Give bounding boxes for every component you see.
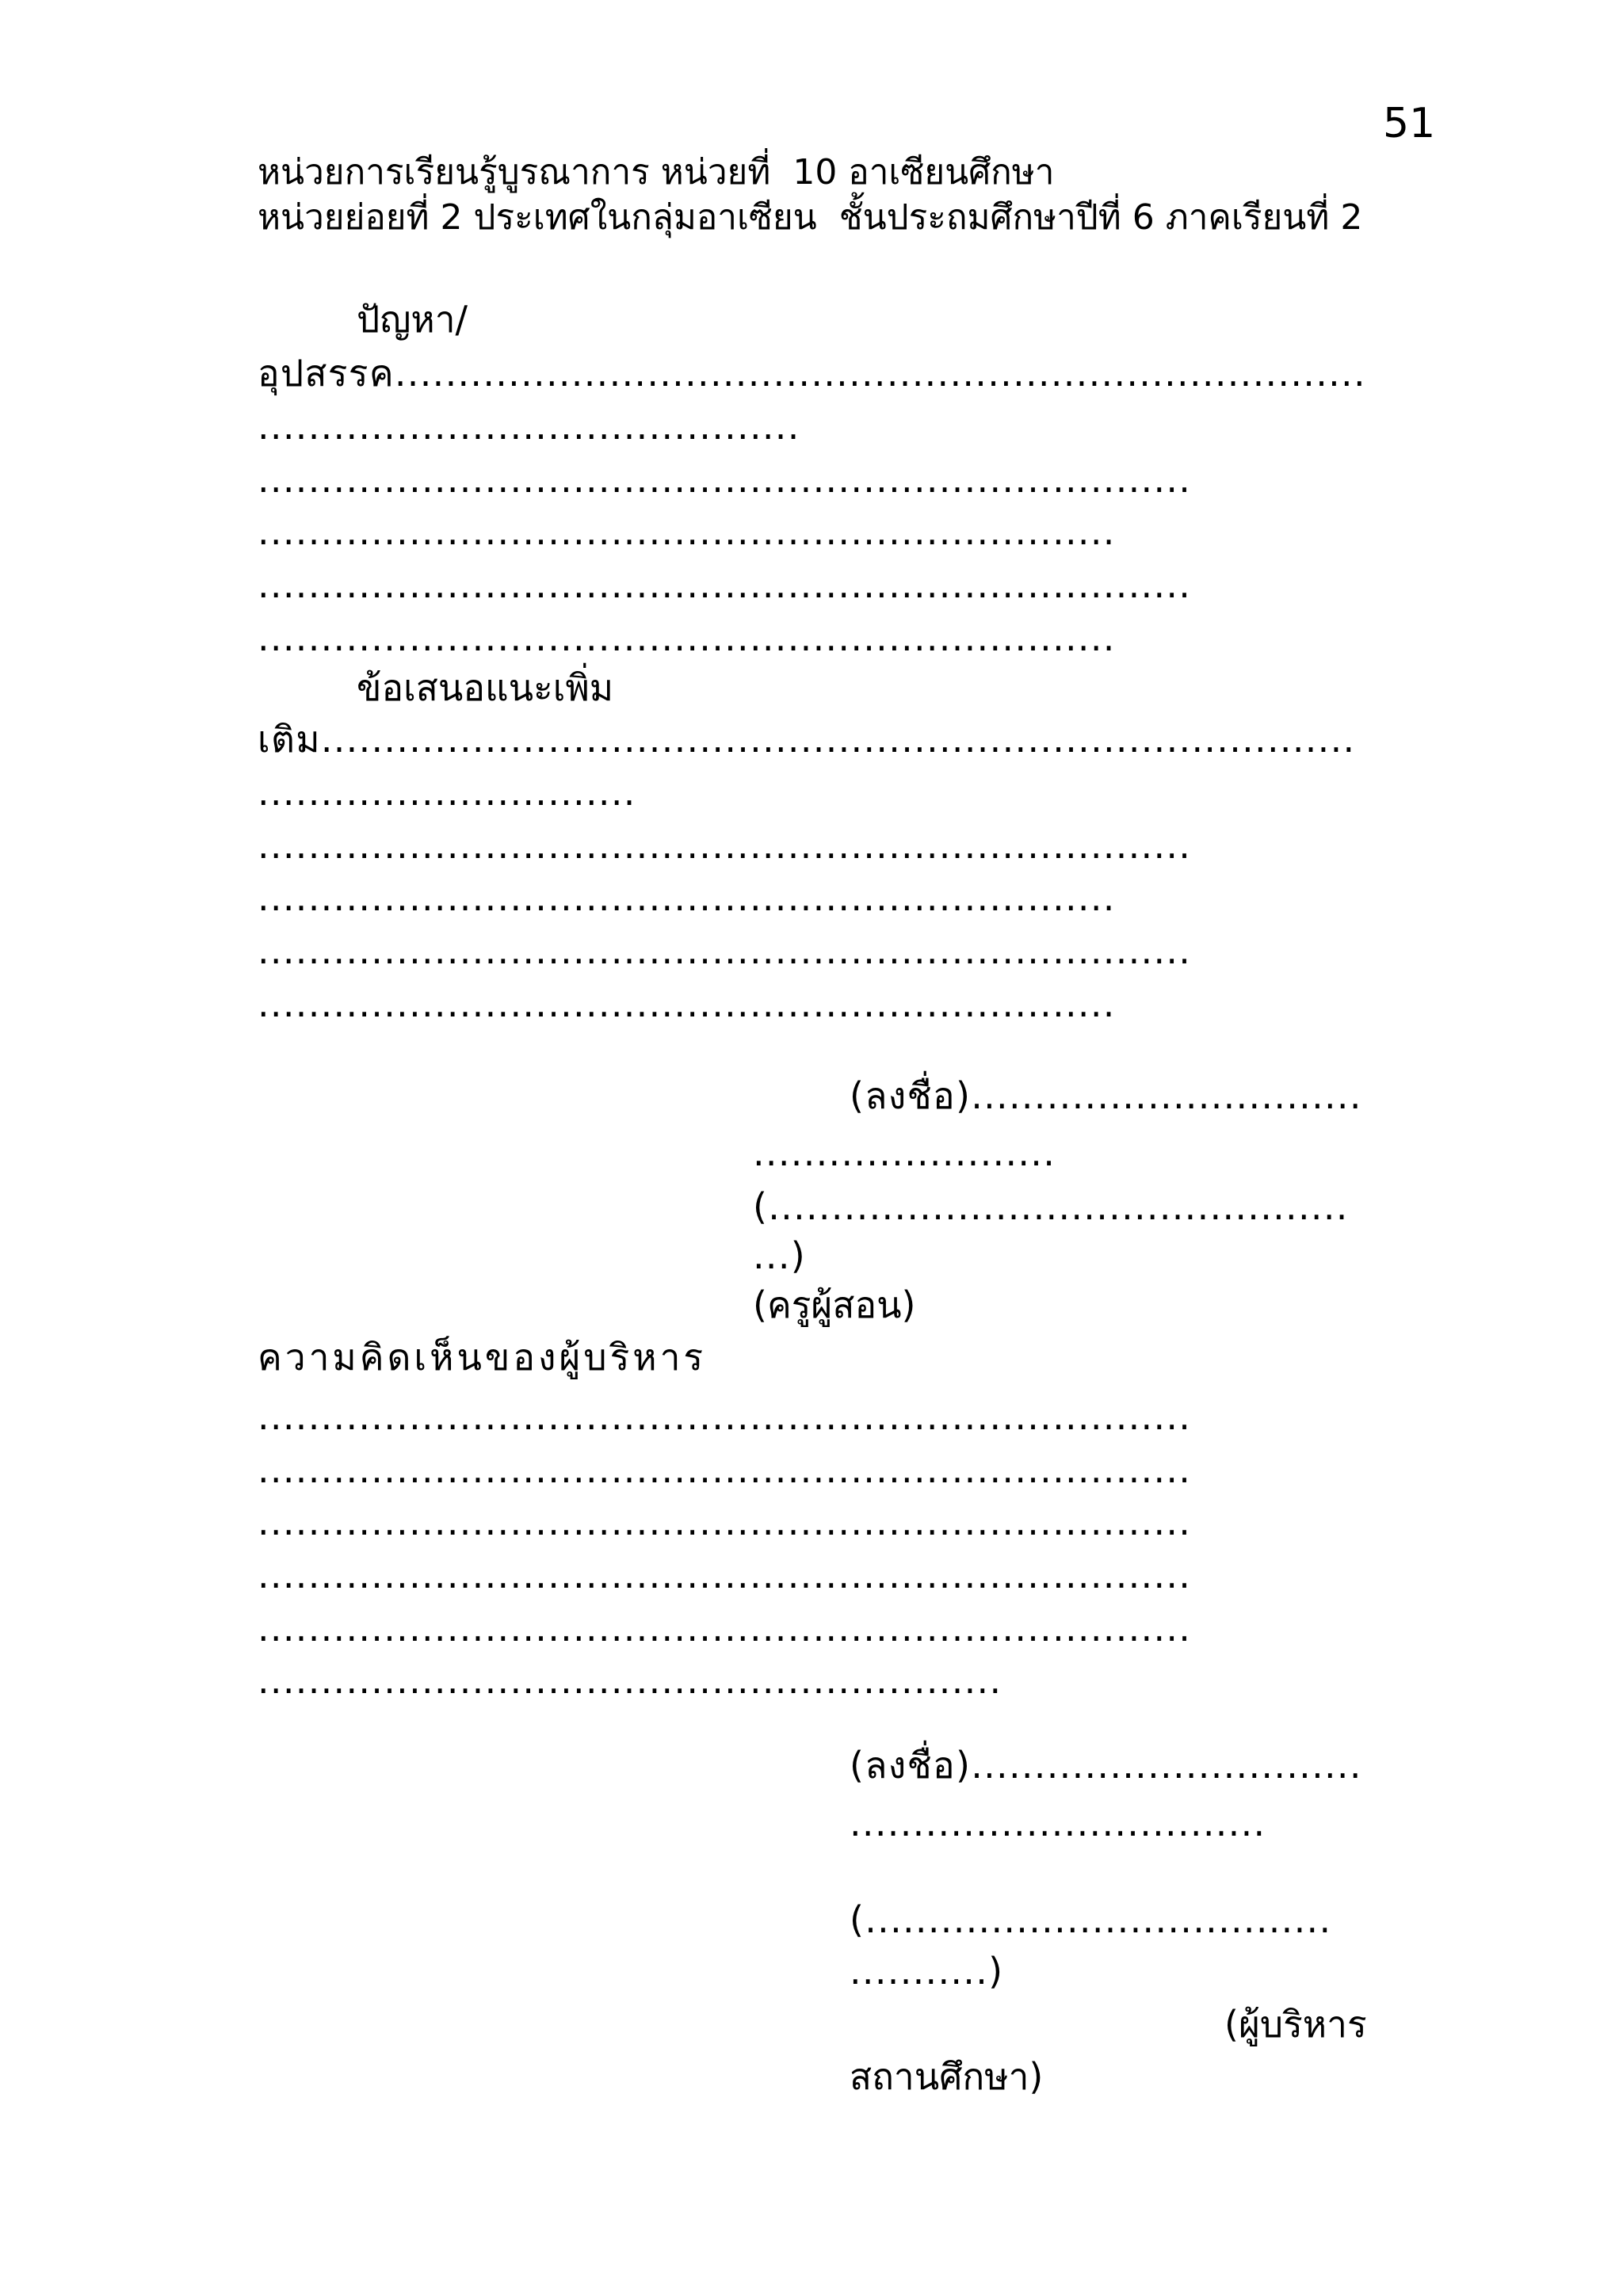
teacher-name-line: (.............................................. xyxy=(753,1185,1349,1228)
admin-opinion-line: .......................................................................... xyxy=(258,1395,1192,1438)
suggestions-line: .................................................................... xyxy=(258,982,1116,1025)
problems-label-line: อุปสรรค............................................................................. xyxy=(258,352,1366,395)
problems-heading: ปัญหา/ xyxy=(357,298,468,341)
problems-line: .......................................................................... xyxy=(258,458,1192,501)
admin-opinion-line: .......................................................................... xyxy=(258,1554,1192,1596)
admin-name-line: (..................................... xyxy=(850,1898,1332,1941)
admin-sign-line: (ลงชื่อ)............................... xyxy=(850,1744,1362,1787)
admin-role-part2: สถานศึกษา) xyxy=(850,2055,1044,2098)
admin-opinion-line: ........................................................... xyxy=(258,1659,1002,1702)
admin-sign-continuation: ................................. xyxy=(850,1802,1266,1844)
suggestions-line: .......................................................................... xyxy=(258,824,1192,867)
teacher-sign-line: (ลงชื่อ)............................... xyxy=(850,1074,1362,1117)
problems-line: .......................................................................... xyxy=(258,563,1192,606)
teacher-name-close: ...) xyxy=(753,1234,807,1277)
suggestions-line: .............................. xyxy=(258,771,636,814)
admin-role-part1: (ผู้บริหาร xyxy=(1224,2003,1367,2046)
suggestions-label-line: เติม.................................................................................. xyxy=(258,718,1356,761)
header-line-2: หน่วยย่อยที่ 2 ประเทศในกลุ่มอาเซียน ชั้นประถมศึกษาปีที่ 6 ภาคเรียนที่ 2 xyxy=(258,197,1363,238)
admin-name-close: ...........) xyxy=(850,1950,1004,1993)
suggestions-heading: ข้อเสนอแนะเพิ่ม xyxy=(357,666,614,709)
admin-opinion-line: .......................................................................... xyxy=(258,1448,1192,1491)
problems-line: .................................................................... xyxy=(258,510,1116,553)
page-number: 51 xyxy=(1383,100,1436,147)
header-line-1: หน่วยการเรียนรู้บูรณาการ หน่วยที่ 10 อาเซียนศึกษา xyxy=(258,152,1055,193)
admin-opinion-heading: ความคิดเห็นของผู้บริหาร xyxy=(258,1336,707,1379)
teacher-role: (ครูผู้สอน) xyxy=(753,1283,916,1326)
teacher-sign-continuation: ........................ xyxy=(753,1131,1056,1174)
suggestions-line: .................................................................... xyxy=(258,876,1116,919)
admin-opinion-line: .......................................................................... xyxy=(258,1501,1192,1543)
problems-line: .................................................................... xyxy=(258,616,1116,659)
suggestions-line: .......................................................................... xyxy=(258,929,1192,972)
problems-line: ........................................... xyxy=(258,405,800,448)
admin-opinion-line: .......................................................................... xyxy=(258,1607,1192,1650)
